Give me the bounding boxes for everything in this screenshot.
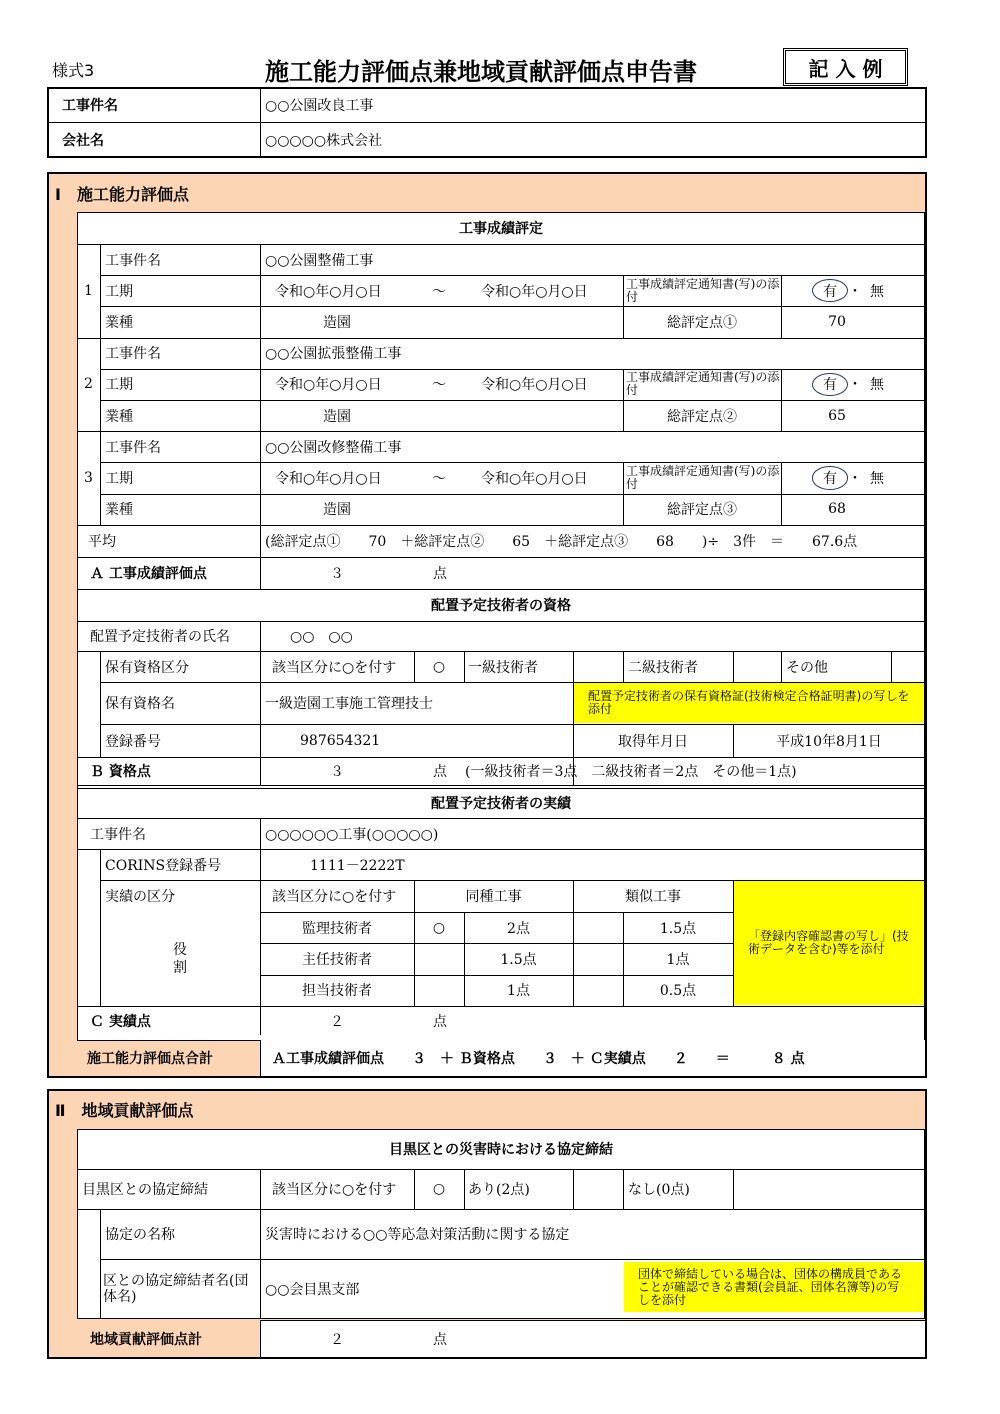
c-score-label: Ｃ 実績点 [90, 1014, 151, 1030]
record-note: 「登録内容確認書の写し」(技術データを含む)等を添付 [734, 881, 924, 1005]
work-number: 1 [84, 282, 93, 299]
record-corins-label: CORINS登録番号 [105, 857, 222, 874]
agree-label: 目黒区との協定締結 [82, 1182, 208, 1198]
b-score-note: (一級技術者＝3点 二級技術者＝2点 その他＝1点) [465, 764, 797, 780]
work-type-value: 造園 [323, 408, 351, 425]
divider [100, 244, 101, 338]
average-label: 平均 [88, 534, 116, 550]
work-dot: ・ [848, 377, 862, 394]
work-score-value: 68 [828, 501, 846, 518]
role-similar-points: 1.5点 [659, 920, 697, 937]
party-note: 団体で締結している場合は、団体の構成員であることが確認できる書類(会員証、団体名簿等)の写しを添付 [624, 1262, 924, 1312]
role-same-points: 2点 [507, 920, 530, 937]
work-name-label: 工事件名 [105, 439, 161, 456]
qual-date-value: 平成10年8月1日 [776, 733, 882, 750]
work-notice-label: 工事成績評定通知書(写)の添付 [626, 463, 780, 491]
work-period-label: 工期 [105, 377, 133, 394]
work-number: 3 [84, 469, 93, 486]
work-dot: ・ [848, 283, 862, 300]
role-mark [414, 943, 464, 974]
agreement-name-value: 災害時における○○等応急対策活動に関する協定 [265, 1227, 570, 1243]
work-yes: 有 [823, 377, 837, 394]
work-yes: 有 [823, 283, 837, 300]
work-name-label: 工事件名 [105, 252, 161, 269]
work-period-tilde: ～ [432, 283, 446, 300]
work-name-value: ○○公園拡張整備工事 [265, 346, 402, 363]
b-score-value: ３ [330, 764, 344, 780]
project-value: ○○公園改良工事 [265, 98, 374, 114]
page-title: 施工能力評価点兼地域貢献評価点申告書 [265, 58, 697, 86]
section2-header: 目黒区との災害時における協定締結 [389, 1142, 613, 1158]
qual-cert-note: 配置予定技術者の保有資格証(技術検定合格証明書)の写しを添付 [574, 683, 924, 723]
role-name: 主任技術者 [302, 951, 372, 968]
form-number: 様式3 [52, 61, 95, 80]
qual-name-value: ○○ ○○ [290, 629, 353, 645]
divider [100, 431, 101, 525]
work-type-value: 造園 [323, 502, 351, 519]
qual-option-3: その他 [786, 659, 828, 676]
agree-yes: あり(2点) [468, 1182, 530, 1198]
company-label: 会社名 [62, 133, 104, 149]
work-type-label: 業種 [105, 502, 133, 519]
work-notice-label: 工事成績評定通知書(写)の添付 [626, 276, 780, 304]
record-header: 配置予定技術者の実績 [431, 796, 571, 812]
work-score-label: 総評定点① [667, 314, 737, 331]
section2-total-value: ２ [330, 1331, 344, 1348]
qual-option-2: 二級技術者 [628, 659, 698, 676]
work-score-label: 総評定点③ [667, 502, 737, 519]
company-value: ○○○○○株式会社 [265, 133, 383, 149]
section2-total-label: 地域貢献評価点計 [90, 1331, 202, 1348]
qual-option-1: 一級技術者 [468, 659, 538, 676]
qual-header: 配置予定技術者の資格 [431, 598, 571, 614]
work-no: 無 [870, 377, 884, 394]
record-name-label: 工事件名 [90, 826, 146, 843]
work-score-value: 65 [828, 407, 846, 424]
work-score-value: 70 [828, 313, 846, 330]
sample-badge [783, 48, 908, 86]
qual-date-label: 取得年月日 [618, 733, 688, 750]
role-name: 監理技術者 [302, 920, 372, 937]
divider [77, 338, 925, 339]
works-header: 工事成績評定 [459, 221, 543, 237]
record-corins-value: 1111－2222T [310, 857, 405, 874]
party-value: ○○会目黒支部 [265, 1282, 360, 1298]
work-notice-label: 工事成績評定通知書(写)の添付 [626, 370, 780, 398]
work-period-start: 令和○年○月○日 [275, 377, 382, 394]
qual-reg-label: 登録番号 [105, 733, 161, 750]
a-score-unit: 点 [433, 566, 447, 582]
qual-mark-label: 該当区分に○を付す [272, 659, 397, 676]
average-formula: (総評定点① 70 ＋総評定点② 65 ＋総評定点③ 68 )÷ 3件 ＝ 67.6点 [265, 534, 858, 550]
divider [260, 338, 261, 432]
c-score-unit: 点 [433, 1014, 447, 1030]
c-score-value: ２ [330, 1014, 344, 1030]
work-no: 無 [870, 470, 884, 487]
work-score-label: 総評定点② [667, 408, 737, 425]
agreement-name-label: 協定の名称 [105, 1227, 175, 1243]
agree-no: なし(0点) [628, 1182, 690, 1198]
record-kind-label: 実績の区分 [105, 889, 175, 905]
qual-cert-label: 保有資格名 [105, 696, 175, 712]
work-period-start: 令和○年○月○日 [275, 470, 382, 487]
a-score-value: ３ [330, 566, 344, 582]
work-type-label: 業種 [105, 314, 133, 331]
a-score-label: Ａ 工事成績評価点 [90, 566, 207, 582]
record-mark-label: 該当区分に○を付す [272, 889, 397, 905]
work-period-label: 工期 [105, 283, 133, 300]
work-type-label: 業種 [105, 408, 133, 425]
agree-mark-label: 該当区分に○を付す [272, 1182, 397, 1198]
section1-total-label: 施工能力評価点合計 [87, 1051, 213, 1067]
work-name-value: ○○公園整備工事 [265, 252, 374, 269]
qual-cert-value: 一級造園工事施工管理技士 [265, 696, 433, 712]
section2-total-unit: 点 [433, 1331, 447, 1348]
role-mark: ○ [432, 919, 446, 936]
work-name-label: 工事件名 [105, 346, 161, 363]
agree-mark: ○ [432, 1181, 446, 1197]
qual-mark-1: ○ [432, 658, 446, 675]
project-label: 工事件名 [62, 98, 118, 114]
role-mark [414, 975, 464, 1006]
b-score-unit: 点 [433, 764, 447, 780]
divider [260, 431, 261, 525]
work-period-label: 工期 [105, 470, 133, 487]
work-name-value: ○○公園改修整備工事 [265, 439, 402, 456]
work-yes: 有 [823, 470, 837, 487]
qual-class-label: 保有資格区分 [105, 659, 189, 676]
b-score-label: Ｂ 資格点 [90, 764, 151, 780]
sample-badge-text: 記 入 例 [808, 56, 883, 81]
record-name-value: ○○○○○○工事(○○○○○) [265, 826, 439, 843]
record-same-label: 同種工事 [465, 889, 522, 905]
work-no: 無 [870, 283, 884, 300]
role-same-points: 1点 [507, 983, 530, 1000]
divider [100, 338, 101, 432]
work-type-value: 造園 [323, 314, 351, 331]
work-period-start: 令和○年○月○日 [275, 283, 382, 300]
role-same-points: 1.5点 [500, 951, 537, 968]
record-role-label: 役 割 [173, 942, 187, 976]
role-name: 担当技術者 [302, 983, 372, 1000]
divider [260, 244, 261, 338]
section1-total-formula: Ａ工事成績評価点 ３ ＋ Ｂ資格点 ３ ＋ Ｃ実績点 ２ ＝ ８ 点 [272, 1051, 805, 1067]
role-similar-points: 1点 [666, 951, 690, 968]
work-period-end: 令和○年○月○日 [481, 377, 588, 394]
party-label: 区との協定締結者名(団体名) [103, 1273, 249, 1305]
work-period-end: 令和○年○月○日 [481, 283, 588, 300]
qual-reg-value: 987654321 [300, 732, 381, 749]
work-number: 2 [84, 376, 93, 393]
work-dot: ・ [848, 470, 862, 487]
divider [77, 431, 925, 432]
work-period-end: 令和○年○月○日 [481, 470, 588, 487]
section1-title: Ⅰ 施工能力評価点 [55, 184, 189, 204]
work-period-tilde: ～ [432, 377, 446, 394]
work-period-tilde: ～ [432, 470, 446, 487]
qual-name-label: 配置予定技術者の氏名 [90, 629, 230, 645]
section2-title: Ⅱ 地域貢献評価点 [55, 1100, 194, 1120]
record-similar-label: 類似工事 [625, 889, 681, 905]
role-similar-points: 0.5点 [659, 983, 697, 1000]
